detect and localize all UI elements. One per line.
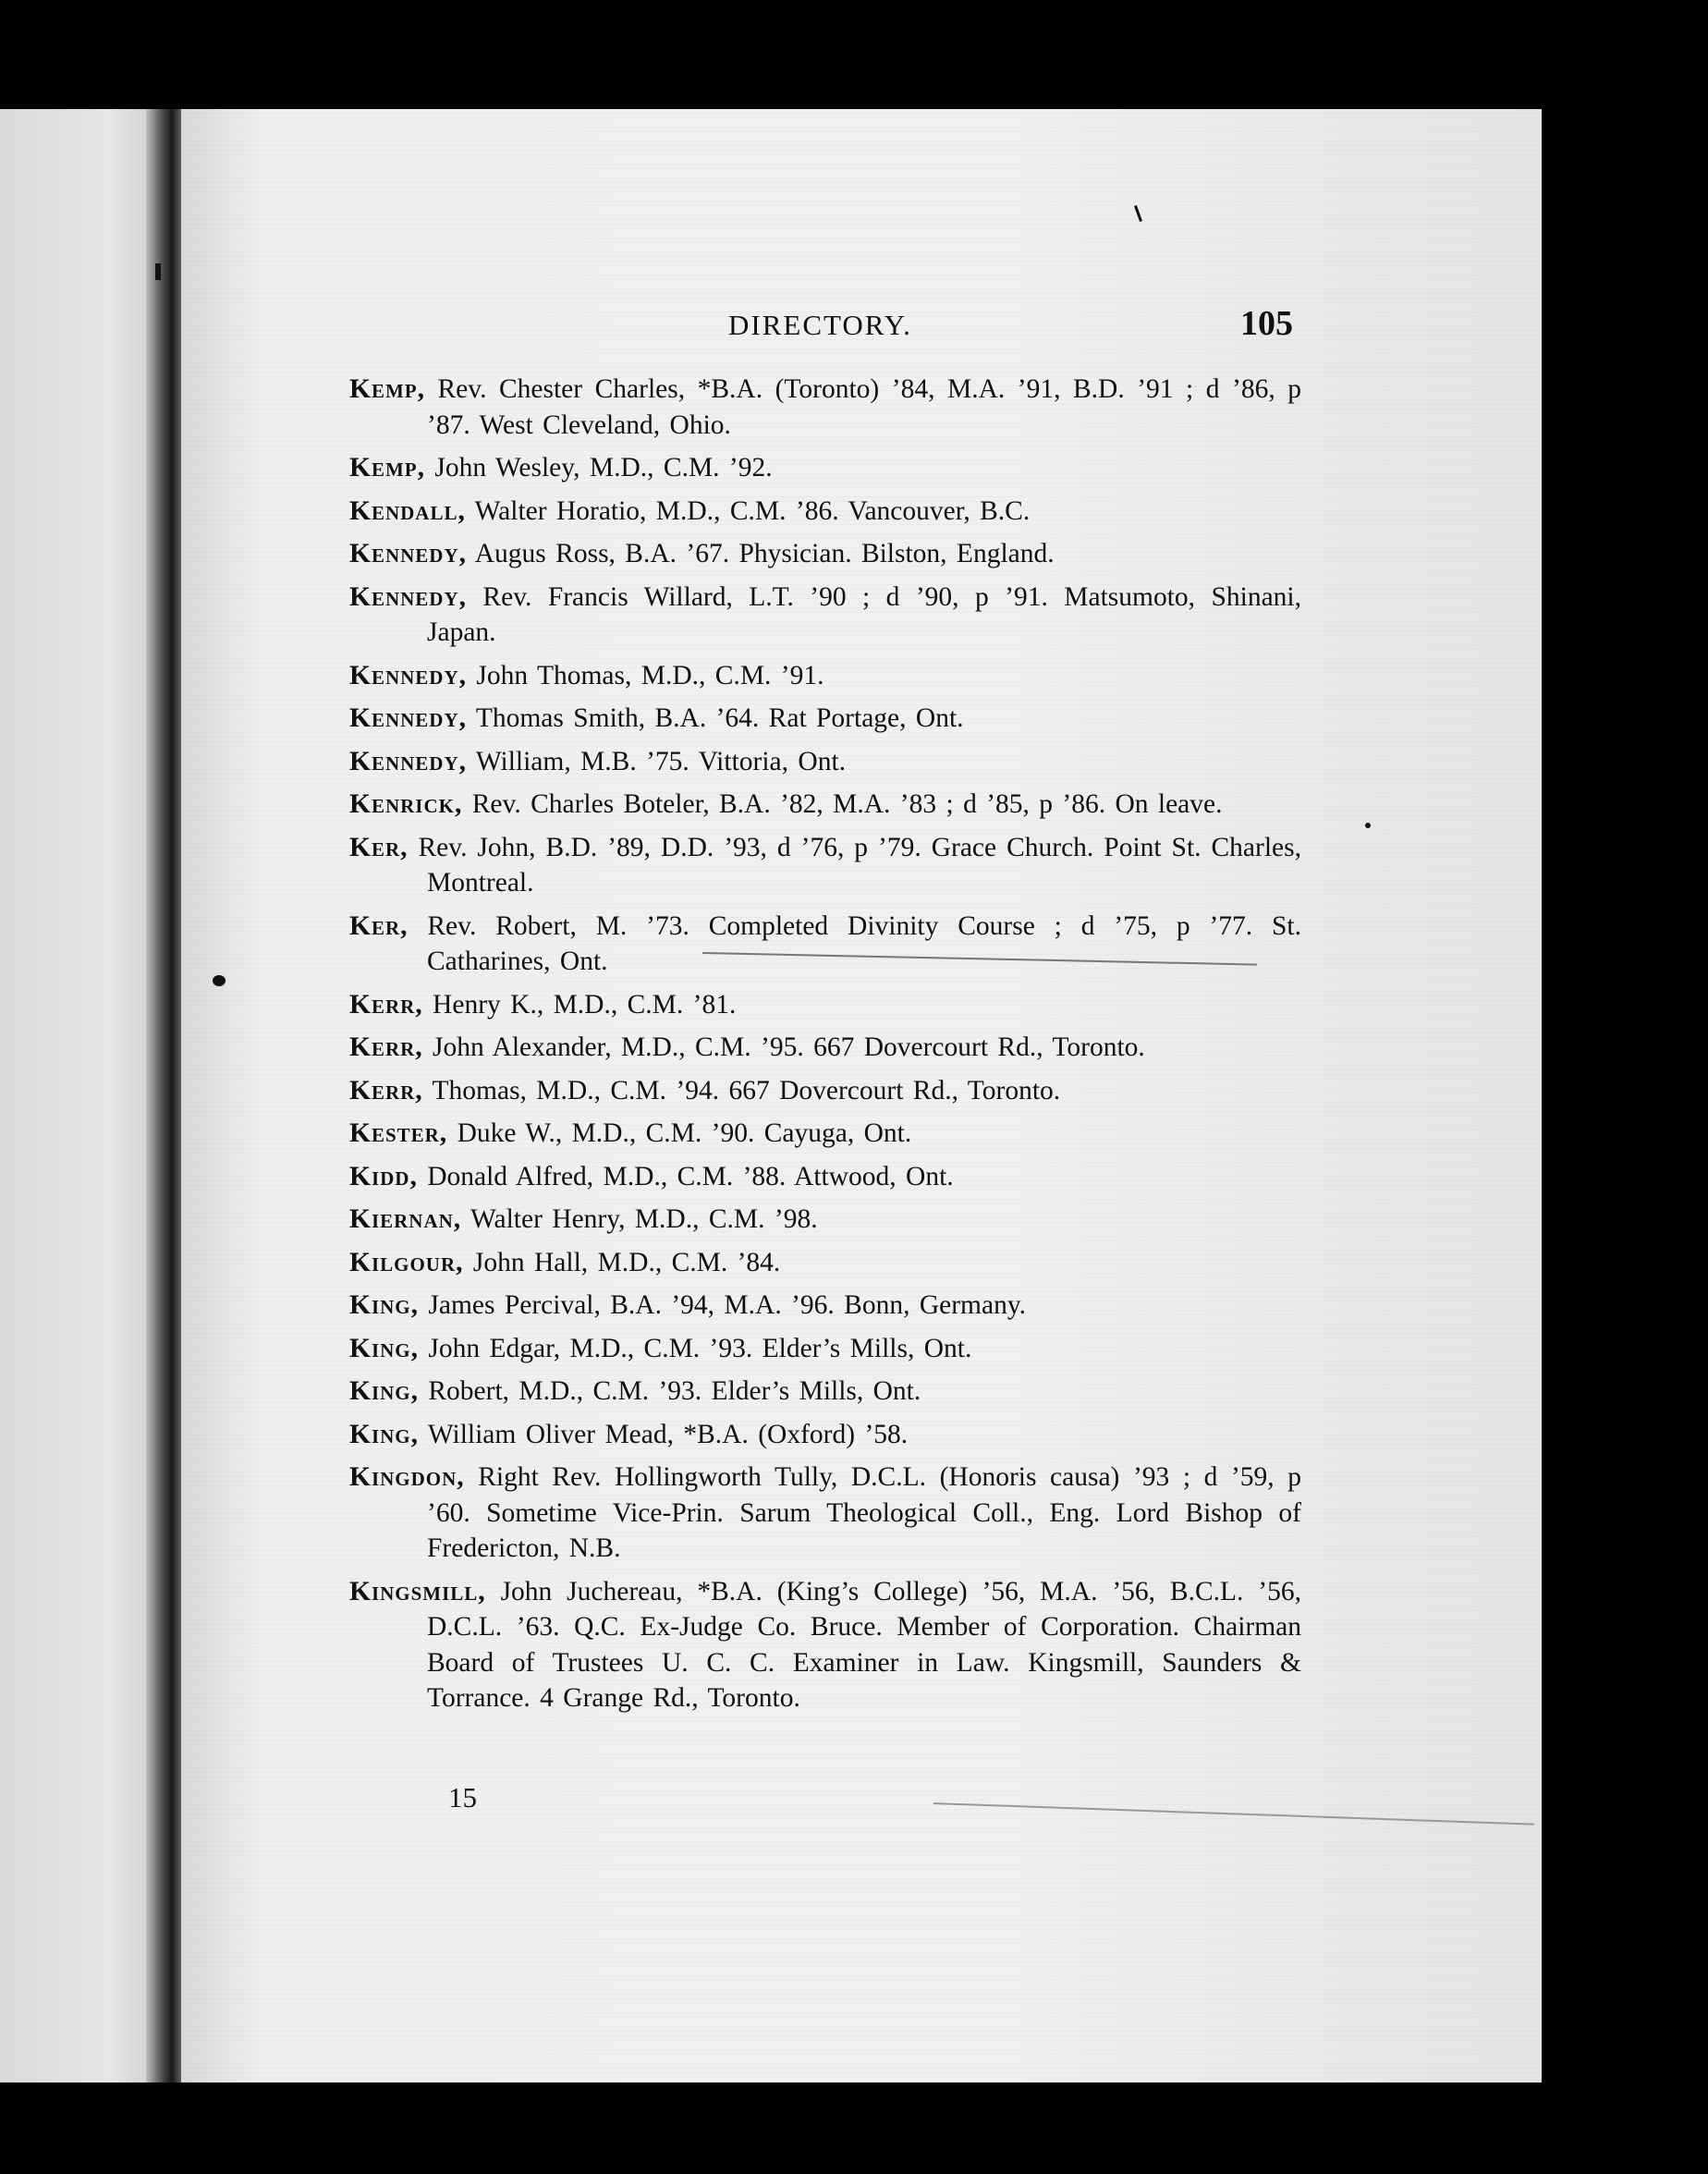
entry-surname: Ker, [349, 910, 409, 941]
entry-surname: Kenrick, [349, 789, 463, 819]
directory-entry [349, 1417, 1301, 1453]
directory-entry [349, 1159, 1301, 1195]
entry-surname: Kerr, [349, 1032, 423, 1062]
directory-entry [349, 1288, 1301, 1324]
entry-details: Henry K., M.D., C.M. ’81. [422, 989, 737, 1020]
entry-surname: Kennedy, [349, 581, 467, 612]
directory-entry [349, 1116, 1301, 1152]
directory-entry [349, 450, 1301, 486]
entry-surname: Kerr, [349, 1075, 423, 1105]
entry-details: John Hall, M.D., C.M. ’84. [463, 1247, 781, 1277]
entry-surname: Kingdon, [349, 1462, 465, 1492]
directory-entry [349, 1202, 1301, 1238]
entry-surname: Kiernan, [349, 1204, 462, 1234]
directory-entry [349, 787, 1301, 823]
entry-details: Walter Horatio, M.D., C.M. ’86. Vancouver, B.C. [465, 495, 1031, 526]
directory-entry [349, 1460, 1301, 1567]
directory-entry [349, 909, 1301, 980]
directory-entry [349, 494, 1301, 530]
entry-surname: Kidd, [349, 1161, 418, 1191]
entry-surname: Kerr, [349, 989, 423, 1020]
entry-details: Rev. John, B.D. ’89, D.D. ’93, d ’76, p ’79. Grace Church. Point St. Charles, Montreal. [408, 832, 1301, 898]
directory-entry [349, 1331, 1301, 1367]
entry-details: Rev. Chester Charles, *B.A. (Toronto) ’84, M.A. ’91, B.D. ’91 ; d ’86, p ’87. West Cleveland, Ohio. [424, 374, 1301, 440]
entry-details: Donald Alfred, M.D., C.M. ’88. Attwood, Ont. [417, 1161, 954, 1191]
directory-entry [349, 372, 1301, 443]
signature-mark: 15 [448, 1781, 477, 1814]
entry-details: Augus Ross, B.A. ’67. Physician. Bilston, England. [467, 539, 1055, 568]
entry-details: John Thomas, M.D., C.M. ’91. [467, 660, 824, 690]
scan-speck [1365, 823, 1371, 828]
directory-entry [349, 536, 1301, 572]
page-header [0, 303, 1708, 349]
directory-entry [349, 1073, 1301, 1109]
entry-surname: Kester, [349, 1118, 448, 1148]
entry-surname: King, [349, 1419, 419, 1449]
entry-details: Thomas Smith, B.A. ’64. Rat Portage, Ont. [467, 703, 964, 733]
entry-details: Right Rev. Hollingworth Tully, D.C.L. (Honoris causa) ’93 ; d ’59, p ’60. Sometime Vice-Prin. Sarum Theological Coll., Eng. Lord Bishop of Fredericton, N.B. [427, 1462, 1301, 1563]
entry-details: Thomas, M.D., C.M. ’94. 667 Dovercourt Rd., Toronto. [422, 1075, 1061, 1105]
entry-details: Duke W., M.D., C.M. ’90. Cayuga, Ont. [447, 1118, 912, 1148]
entry-surname: Kilgour, [349, 1247, 464, 1277]
entry-surname: King, [349, 1333, 419, 1363]
entry-surname: Kennedy, [349, 703, 467, 733]
directory-entry [349, 1245, 1301, 1281]
directory-entry [349, 1574, 1301, 1716]
directory-entries [349, 372, 1301, 1724]
entry-surname: Kennedy, [349, 660, 467, 690]
entry-details: John Edgar, M.D., C.M. ’93. Elder’s Mills, Ont. [419, 1333, 972, 1363]
entry-details: William, M.B. ’75. Vittoria, Ont. [467, 746, 847, 776]
entry-surname: King, [349, 1290, 419, 1320]
entry-details: John Wesley, M.D., C.M. ’92. [424, 453, 773, 482]
directory-entry [349, 744, 1301, 780]
entry-surname: Kennedy, [349, 746, 467, 776]
entry-details: Walter Henry, M.D., C.M. ’98. [461, 1204, 818, 1234]
book-gutter [146, 109, 183, 2082]
directory-entry [349, 580, 1301, 651]
entry-details: Rev. Charles Boteler, B.A. ’82, M.A. ’83 ; d ’85, p ’86. On leave. [462, 789, 1223, 819]
entry-surname: Kemp, [349, 374, 425, 404]
entry-surname: King, [349, 1376, 419, 1406]
entry-details: William Oliver Mead, *B.A. (Oxford) ’58. [419, 1419, 909, 1449]
directory-entry [349, 987, 1301, 1023]
entry-surname: Kendall, [349, 495, 466, 526]
page-number: 105 [1240, 304, 1293, 343]
entry-details: Rev. Francis Willard, L.T. ’90 ; d ’90, p ’91. Matsumoto, Shinani, Japan. [427, 581, 1301, 647]
directory-entry [349, 658, 1301, 694]
entry-surname: Kingsmill, [349, 1576, 486, 1606]
ink-blot [213, 975, 226, 986]
entry-surname: Ker, [349, 832, 409, 862]
scan-speck [155, 263, 161, 280]
directory-entry [349, 701, 1301, 737]
entry-details: John Alexander, M.D., C.M. ’95. 667 Dovercourt Rd., Toronto. [422, 1032, 1145, 1062]
entry-surname: Kennedy, [349, 539, 467, 568]
entry-details: Rev. Robert, M. ’73. Completed Divinity Course ; d ’75, p ’77. St. Catharines, Ont. [408, 910, 1301, 976]
entry-details: Robert, M.D., C.M. ’93. Elder’s Mills, Ont. [419, 1376, 921, 1406]
entry-details: James Percival, B.A. ’94, M.A. ’96. Bonn, Germany. [419, 1290, 1027, 1320]
entry-surname: Kemp, [349, 453, 425, 482]
running-title: DIRECTORY. [728, 309, 912, 341]
directory-entry [349, 1030, 1301, 1066]
directory-entry [349, 830, 1301, 901]
entry-details: John Juchereau, *B.A. (King’s College) ’56, M.A. ’56, B.C.L. ’56, D.C.L. ’63. Q.C. Ex-Judge Co. Bruce. Member of Corporation. Chairman Board of Trustees U. C. C. Examiner in Law. Kingsmill, Saunders & Torrance. 4 Grange Rd., Toronto. [427, 1576, 1301, 1713]
directory-entry [349, 1374, 1301, 1410]
